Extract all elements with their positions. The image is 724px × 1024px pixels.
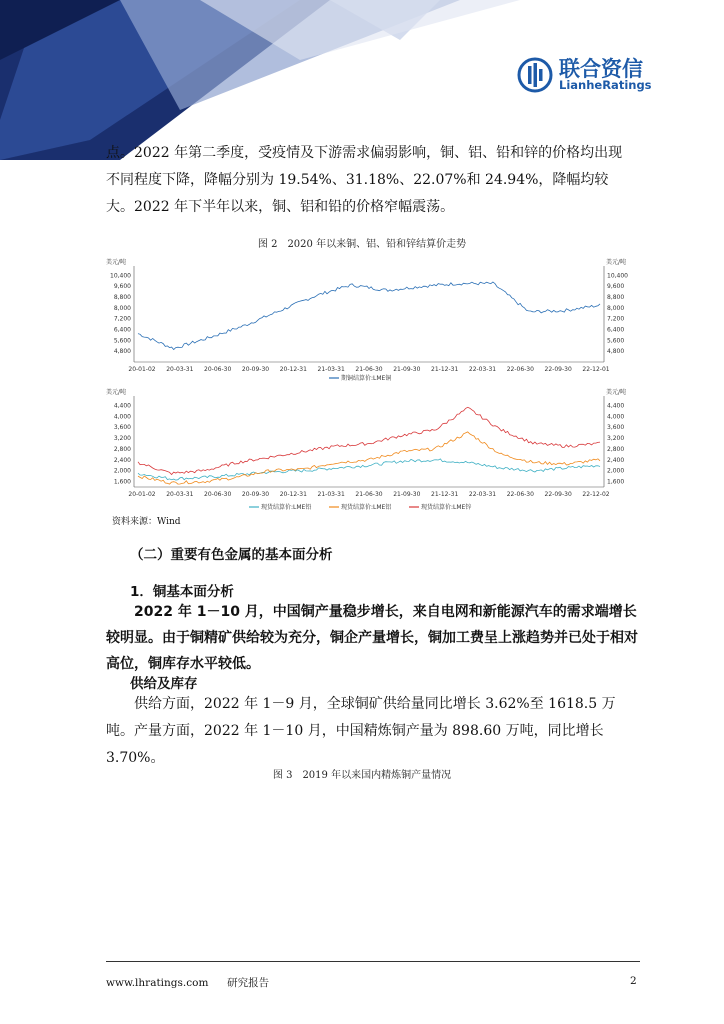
intro-paragraph: 点。2022 年第二季度，受疫情及下游需求偏弱影响，铜、铝、铅和锌的价格均出现不同程度下降，降幅分别为 19.54%、31.18%、22.07%和 24.94%，降幅均较大。2022 年下半年以来，铜、铝和铅的价格窄幅震荡。 <box>106 145 623 215</box>
legend-label: 现货结算价:LME铝 <box>341 504 392 511</box>
x-tick-label: 22-12-01 <box>582 366 610 373</box>
y-tick-label-left: 2,800 <box>113 445 131 453</box>
series-line-1 <box>138 282 600 350</box>
x-tick-label: 22-06-30 <box>506 366 534 373</box>
y-tick-label-right: 4,000 <box>607 413 625 421</box>
y-tick-label-left: 6,400 <box>113 326 131 334</box>
supply-paragraph: 供给方面，2022 年 1－9 月，全球铜矿供给量同比增长 3.62%至 1618.5 万吨。产量方面，2022 年 1－10 月，中国精炼铜产量为 898.60 万吨，同比增长 3.70%。 <box>106 696 616 766</box>
y-tick-label-right: 9,600 <box>607 283 625 291</box>
y-tick-label-left: 7,200 <box>113 315 131 323</box>
x-tick-label: 20-06-30 <box>204 366 232 373</box>
footer-divider <box>106 961 640 962</box>
x-tick-label: 21-06-30 <box>355 366 383 373</box>
supply-heading: 供给及库存 <box>130 676 198 692</box>
y-tick-label-left: 3,600 <box>113 424 131 432</box>
y-tick-label-right: 2,800 <box>607 445 625 453</box>
y-axis-unit-left: 美元/吨 <box>106 389 127 396</box>
y-tick-label-left: 4,400 <box>113 402 131 410</box>
y-axis-unit-right: 美元/吨 <box>606 259 627 266</box>
series-line-2 <box>138 432 600 484</box>
y-tick-label-right: 4,800 <box>607 348 625 356</box>
x-tick-label: 21-03-31 <box>317 491 345 498</box>
page-number: 2 <box>630 975 637 987</box>
source-note: 资料来源：Wind <box>112 517 181 527</box>
footer-left <box>106 975 269 990</box>
x-tick-label: 20-03-31 <box>166 491 194 498</box>
y-tick-label-left: 4,000 <box>113 413 131 421</box>
y-tick-label-left: 2,400 <box>113 456 131 464</box>
series-line-3 <box>138 407 600 474</box>
x-tick-label: 20-06-30 <box>204 491 232 498</box>
y-tick-label-right: 2,400 <box>607 456 625 464</box>
y-tick-label-right: 8,000 <box>607 304 625 312</box>
x-tick-label: 20-12-31 <box>279 366 307 373</box>
y-tick-label-left: 5,600 <box>113 337 131 345</box>
x-tick-label: 22-03-31 <box>468 366 497 373</box>
x-tick-label: 20-01-02 <box>128 366 156 373</box>
x-tick-label: 20-09-30 <box>241 491 270 498</box>
legend-label: 现货结算价:LME铅 <box>261 504 312 511</box>
y-tick-label-right: 7,200 <box>607 315 625 323</box>
footer-website[interactable]: www.lhratings.com <box>106 977 209 989</box>
y-tick-label-left: 8,800 <box>113 294 131 302</box>
y-axis-unit-left: 美元/吨 <box>106 259 127 266</box>
y-tick-label-right: 1,600 <box>607 478 625 486</box>
x-tick-label: 21-09-30 <box>393 491 421 498</box>
x-tick-label: 22-12-02 <box>582 491 610 498</box>
x-tick-label: 22-09-30 <box>544 491 572 498</box>
x-tick-label: 22-03-31 <box>468 491 497 498</box>
x-tick-label: 20-03-31 <box>166 366 194 373</box>
x-tick-label: 22-09-30 <box>544 366 572 373</box>
x-tick-label: 20-09-30 <box>241 366 270 373</box>
y-tick-label-right: 3,600 <box>607 424 625 432</box>
y-tick-label-right: 10,400 <box>607 272 628 280</box>
y-tick-label-left: 4,800 <box>113 348 131 356</box>
metal-price-charts <box>104 252 634 517</box>
y-axis-unit-right: 美元/吨 <box>606 389 627 396</box>
x-tick-label: 22-06-30 <box>506 491 534 498</box>
x-tick-label: 20-12-31 <box>279 491 307 498</box>
y-tick-label-right: 3,200 <box>607 435 625 443</box>
y-tick-label-right: 5,600 <box>607 337 625 345</box>
y-tick-label-right: 4,400 <box>607 402 625 410</box>
company-logo <box>517 55 652 99</box>
section-heading: （二）重要有色金属的基本面分析 <box>130 547 333 563</box>
summary-paragraph: 2022 年 1－10 月，中国铜产量稳步增长，来自电网和新能源汽车的需求端增长较明显。由于铜精矿供给较为充分，铜企产量增长，铜加工费呈上涨趋势并已处于相对高位，铜库存水平较低。 <box>106 604 638 672</box>
y-tick-label-left: 9,600 <box>113 283 131 291</box>
y-tick-label-right: 8,800 <box>607 294 625 302</box>
x-tick-label: 21-09-30 <box>393 366 421 373</box>
x-tick-label: 21-12-31 <box>431 491 459 498</box>
y-tick-label-right: 6,400 <box>607 326 625 334</box>
y-tick-label-left: 1,600 <box>113 478 131 486</box>
footer-report-type: 研究报告 <box>227 977 270 989</box>
x-tick-label: 20-01-02 <box>128 491 156 498</box>
subsection-heading: 1．铜基本面分析 <box>130 584 234 600</box>
y-tick-label-left: 2,000 <box>113 467 131 475</box>
logo-name-cn: 联合资信 <box>559 57 643 81</box>
logo-mark-icon <box>517 57 553 93</box>
x-tick-label: 21-03-31 <box>317 366 345 373</box>
x-tick-label: 21-12-31 <box>431 366 459 373</box>
figure-3-caption: 图 3 2019 年以来国内精炼铜产量情况 <box>272 770 452 781</box>
y-tick-label-left: 10,400 <box>110 272 131 280</box>
figure-2-caption: 图 2 2020 年以来铜、铝、铅和锌结算价走势 <box>257 239 467 250</box>
y-tick-label-left: 8,000 <box>113 304 131 312</box>
y-tick-label-left: 3,200 <box>113 435 131 443</box>
legend-label: 现货结算价:LME锌 <box>421 504 472 511</box>
logo-name-en: LianheRatings <box>559 78 652 92</box>
y-tick-label-right: 2,000 <box>607 467 625 475</box>
x-tick-label: 21-06-30 <box>355 491 383 498</box>
legend-label: 期铜结算价:LME铜 <box>341 375 392 382</box>
